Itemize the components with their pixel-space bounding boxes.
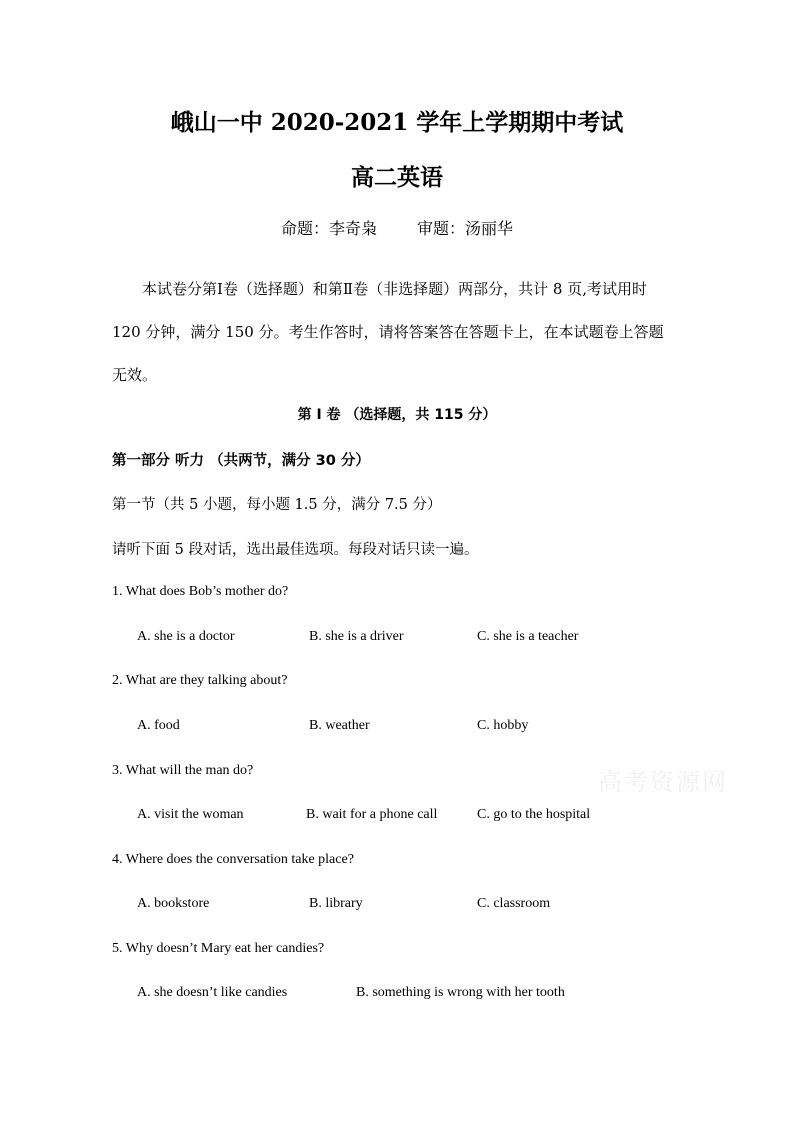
q2-option-c: C. hobby	[477, 718, 529, 733]
volume1-heading: 第 I 卷 （选择题，共 115 分）	[297, 407, 497, 423]
q5-option-a: A. she doesn’t like candies	[137, 985, 288, 1000]
question-5: 5. Why doesn’t Mary eat her candies?	[112, 941, 325, 956]
q1-option-a: A. she is a doctor	[137, 629, 235, 644]
section1-heading: 第一节（共 5 小题，每小题 1.5 分，满分 7.5 分）	[112, 497, 442, 513]
q3-option-b: B. wait for a phone call	[306, 807, 438, 822]
q2-option-b: B. weather	[309, 718, 370, 733]
intro-text: 本试卷分第Ⅰ卷（选择题）和第Ⅱ卷（非选择题）两部分，共计 8 页,考试用时 120 分钟，满分 150 分。考生作答时，请将答案答在答题卡上，在本试题卷上答题无效。	[112, 280, 664, 384]
question-3: 3. What will the man do?	[112, 763, 254, 778]
q4-option-c: C. classroom	[477, 896, 551, 911]
q1-option-b: B. she is a driver	[309, 629, 404, 644]
proposer-label: 命题：李奇枭	[280, 219, 377, 238]
q4-option-b: B. library	[309, 896, 363, 911]
exam-subject: 高二英语	[351, 164, 443, 191]
q4-option-a: A. bookstore	[137, 896, 210, 911]
q3-option-a: A. visit the woman	[137, 807, 244, 822]
intro-paragraph	[112, 268, 678, 397]
question-4: 4. Where does the conversation take place?	[112, 852, 354, 867]
q1-option-c: C. she is a teacher	[477, 629, 579, 644]
authors-line	[0, 216, 794, 239]
exam-title: 峨山一中 2020-2021 学年上学期期中考试	[170, 109, 624, 136]
question-1: 1. What does Bob’s mother do?	[112, 584, 289, 599]
q2-option-a: A. food	[137, 718, 180, 733]
part1-heading: 第一部分 听力 （共两节，满分 30 分）	[112, 453, 370, 469]
listening-instruction: 请听下面 5 段对话，选出最佳选项。每段对话只读一遍。	[112, 542, 479, 558]
watermark: 高考资源网	[598, 768, 728, 796]
question-2: 2. What are they talking about?	[112, 673, 288, 688]
q5-option-b: B. something is wrong with her tooth	[356, 985, 565, 1000]
reviewer-label: 审题：汤丽华	[417, 219, 514, 238]
q3-option-c: C. go to the hospital	[477, 807, 591, 822]
